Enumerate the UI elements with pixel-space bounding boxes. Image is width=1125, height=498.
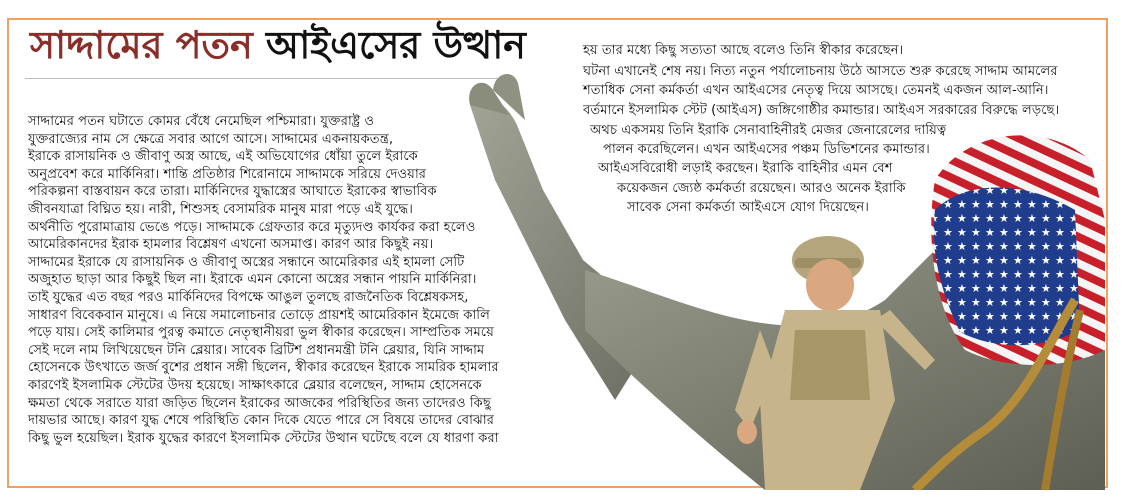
left-column-line: সাদ্দামের পতন ঘটাতে কোমর বেঁধে নেমেছিল পশ্চিমারা। যুক্তরাষ্ট্র ও	[28, 114, 375, 129]
right-column-line: বর্তমানে ইসলামিক স্টেট (আইএস) জঙ্গিগোষ্ঠীর কমান্ডার। আইএস সরকারের বিরুদ্ধে লড়ছে।	[583, 103, 1060, 118]
left-column-line: আমেরিকানদের ইরাক হামলার বিশ্লেষণ এখনো অসমাপ্ত। কারণ আর কিছুই নয়।	[28, 237, 434, 253]
left-column-line: কারণেই ইসলামিক স্টেটের উদয় হয়েছে। সাক্ষাৎকারে ব্লেয়ার বলেছেন, সাদ্দাম হোসেনকে	[28, 378, 482, 393]
right-column-line: অথচ একসময় তিনি ইরাকি সেনাবাহিনীরই মেজর জেনারেলের দায়িত্ব	[590, 123, 947, 138]
left-column-line: ইরাকে রাসায়নিক ও জীবাণু অস্ত্র আছে, এই অভিযোগের ধোঁয়া তুলে ইরাকে	[28, 149, 418, 165]
left-column-line: হোসেনকে উৎখাতে জর্জ বুশের প্রধান সঙ্গী ছিলেন, স্বীকার করেছেন ইরাকে সামরিক হামলার	[28, 360, 499, 376]
right-column-line: সাবেক সেনা কর্মকর্তা আইএসে যোগ দিয়েছেন।	[627, 200, 869, 215]
left-column-line: কিছু ভুল হয়েছিল। ইরাক যুদ্ধের কারণে ইসলামিক স্টেটের উত্থান ঘটেছে বলে যে ধারণা করা	[28, 430, 499, 446]
right-column-line: কয়েকজন জ্যেষ্ঠ কর্মকর্তা রয়েছেন। আরও অনেক ইরাকি	[617, 181, 906, 196]
left-column-line: পরিকল্পনা বাস্তবায়ন করে তারা। মার্কিনিদের যুদ্ধাস্ত্রের আঘাতে ইরাকের স্বাভাবিক	[28, 184, 437, 200]
left-column-line: সেই দলে নাম লিখিয়েছেন টনি ব্লেয়ার। সাবেক ব্রিটিশ প্রধানমন্ত্রী টনি ব্লেয়ার, যিনি সাদ্দাম	[28, 342, 485, 358]
left-column-line: সাধারণ বিবেকবান মানুষে। এ নিয়ে সমালোচনার তোড়ে প্রায়শই আমেরিকান ইমেজে কালি	[28, 307, 490, 323]
left-column-line: যুক্তরাজ্যের নাম সে ক্ষেত্রে সবার আগে আসে। সাদ্দামের একনায়কতন্ত্র,	[28, 131, 394, 147]
left-column-line: সাদ্দামের ইরাকে যে রাসায়নিক ও জীবাণু অস্ত্রের সন্ধানে আমেরিকার এই হামলা সেটি	[28, 254, 465, 270]
left-column-line: দায়ভার আছে। কারণ যুদ্ধ শেষে পরিস্থিতি কোন দিকে যেতে পারে সে বিষয়ে তাদের বোঝার	[28, 413, 494, 429]
right-column-line: ঘটনা এখানেই শেষ নয়। নিত্য নতুন পর্যালোচনায় উঠে আসতে শুরু করেছে সাদ্দাম আমলের	[583, 64, 1058, 79]
left-column-line: জীবনযাত্রা বিঘ্নিত হয়। নারী, শিশুসহ বেসামরিক মানুষ মারা পড়ে এই যুদ্ধে।	[28, 202, 413, 217]
left-column-line: ক্ষমতা থেকে সরাতে যারা জড়িত ছিলেন ইরাকের আজকের পরিস্থিতির জন্য তাদেরও কিছু	[28, 395, 491, 411]
left-column-line: অনুপ্রবেশ করে মার্কিনিরা। শান্তি প্রতিষ্ঠার শিরোনামে সাদ্দামকে সরিয়ে দেওয়ার	[28, 166, 427, 182]
left-column-line: পড়ে যায়। সেই কালিমার পুরত্ব কমাতে নেতৃস্থানীয়রা ভুল স্বীকার করেছেন। সাম্প্রতিক সময়ে	[28, 325, 494, 341]
headline-part-1: সাদ্দামের পতন	[30, 23, 253, 67]
right-column-line: হয় তার মধ্যে কিছু সত্যতা আছে বলেও তিনি স্বীকার করেছেন।	[583, 43, 904, 58]
right-column-line: পালন করেছিলেন। এখন আইএসের পঞ্চম ডিভিশনের কমান্ডার।	[603, 142, 930, 157]
left-column-line: অর্থনীতি পুরোমাত্রায় ভেঙে পড়ে। সাদ্দামকে গ্রেফতার করে মৃত্যুদণ্ড কার্যকর করা হলেও	[28, 219, 476, 235]
article-headline	[30, 23, 526, 67]
left-column-line: তাই যুদ্ধের এত বছর পরও মার্কিনিদের বিপক্ষে আঙুল তুলছে রাজনৈতিক বিশ্লেষকসহ,	[28, 290, 469, 305]
right-column-line: আইএসবিরোধী লড়াই করছেন। ইরাকি বাহিনীর এমন বেশ	[598, 161, 893, 176]
headline-part-2: আইএসের উত্থান	[265, 23, 526, 67]
right-column-line: শতাধিক সেনা কর্মকর্তা এখন আইএসের নেতৃত্ব দিয়ে আসছে। তেমনই একজন আল-আনি।	[583, 83, 1049, 98]
left-column-line: অজুহাত ছাড়া আর কিছুই ছিল না। ইরাকে এমন কোনো অস্ত্রের সন্ধান পায়নি মার্কিনিরা।	[28, 272, 477, 288]
headline-divider	[25, 78, 500, 79]
